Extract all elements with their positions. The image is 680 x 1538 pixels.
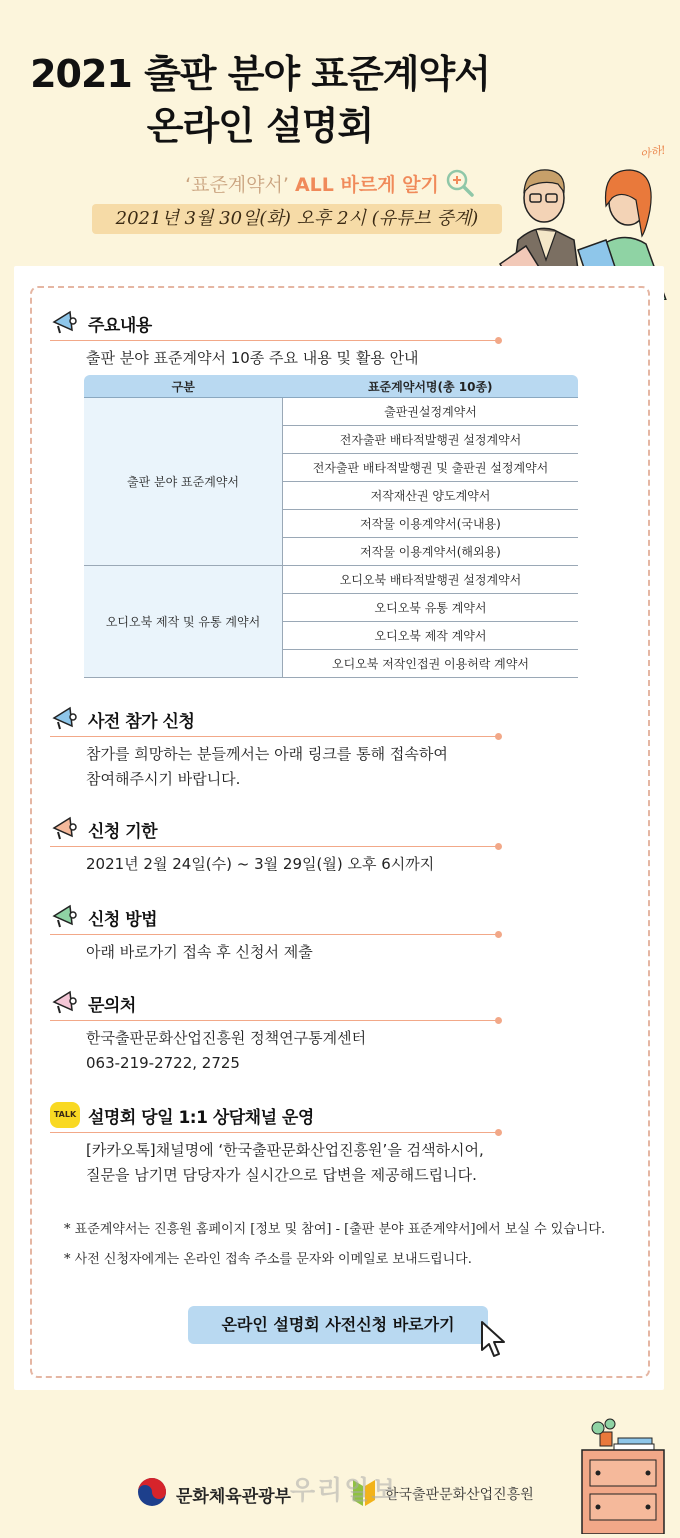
section-divider — [50, 1020, 500, 1021]
pointer-cursor-icon — [478, 1320, 510, 1364]
title-line-1: 2021 출판 분야 표준계약서 — [30, 52, 490, 96]
section-body-deadline: 2021년 2월 24일(수) ~ 3월 29일(월) 오후 6시까지 — [86, 855, 435, 873]
event-date: 2021년 3월 30일(화) 오후 2시 (유튜브 중계) — [92, 204, 502, 234]
table-cell: 저작물 이용계약서(해외용) — [283, 538, 579, 566]
megaphone-icon — [50, 902, 80, 932]
tagline-strong: ALL 바르게 알기 — [294, 174, 439, 196]
megaphone-icon — [50, 704, 80, 734]
table-cell: 전자출판 배타적발행권 설정계약서 — [283, 426, 579, 454]
section-divider — [50, 934, 500, 935]
table-category-cell: 출판 분야 표준계약서 — [84, 398, 283, 566]
section-divider — [50, 340, 500, 341]
kakao-talk-icon: TALK — [50, 1102, 80, 1128]
table-cell: 출판권설정계약서 — [283, 398, 579, 426]
section-body-kakao — [86, 1138, 500, 1188]
contact-phone: 063-219-2722, 2725 — [86, 1054, 240, 1072]
apply-line-2: 참여해주시기 바랍니다. — [86, 770, 241, 788]
table-header-contract: 표준계약서명(총 10종) — [283, 375, 579, 398]
drawer-illustration — [578, 1418, 668, 1534]
table-cell: 오디오북 제작 계약서 — [283, 622, 579, 650]
tagline — [140, 168, 520, 203]
table-cell: 오디오북 저작인접권 이용허락 계약서 — [283, 650, 579, 678]
section-title-contact: 문의처 — [88, 995, 136, 1016]
agency-name: 한국출판문화산업진흥원 — [384, 1487, 534, 1503]
title-line-2: 온라인 설명회 — [146, 104, 374, 148]
page-title — [0, 48, 520, 152]
section-body-main: 출판 분야 표준계약서 10종 주요 내용 및 활용 안내 — [86, 349, 419, 367]
table-header-category: 구분 — [84, 375, 283, 398]
section-contact — [50, 990, 500, 1076]
pre-registration-link-button[interactable]: 온라인 설명회 사전신청 바로가기 — [188, 1306, 488, 1344]
table-cell: 전자출판 배타적발행권 및 출판권 설정계약서 — [283, 454, 579, 482]
zoom-in-icon — [445, 168, 475, 203]
section-title-kakao: 설명회 당일 1:1 상담채널 운영 — [88, 1107, 314, 1128]
table-header-row — [84, 375, 578, 398]
note-1: * 표준계약서는 진흥원 홈페이지 [정보 및 참여] - [출판 분야 표준계약서]에서 보실 수 있습니다. — [64, 1222, 606, 1237]
apply-line-1: 참가를 희망하는 분들께서는 아래 링크를 통해 접속하여 — [86, 745, 448, 763]
contact-organization: 한국출판문화산업진흥원 정책연구통계센터 — [86, 1029, 367, 1047]
section-divider — [50, 736, 500, 737]
section-title-deadline: 신청 기한 — [88, 821, 158, 842]
section-title-apply: 사전 참가 신청 — [88, 711, 195, 732]
kakao-line-1: [카카오톡]채널명에 ‘한국출판문화산업진흥원’을 검색하시어, — [86, 1141, 484, 1159]
table-row — [84, 566, 578, 594]
section-divider — [50, 846, 500, 847]
tagline-quote: ‘표준계약서’ — [185, 174, 289, 196]
table-cell: 저작재산권 양도계약서 — [283, 482, 579, 510]
speech-bubble-text: 아하! — [639, 143, 667, 162]
megaphone-icon — [50, 308, 80, 338]
section-pre-registration — [50, 706, 500, 792]
section-title-method: 신청 방법 — [88, 909, 158, 930]
kakao-line-2: 질문을 남기면 담당자가 실시간으로 답변을 제공해드립니다. — [86, 1166, 477, 1184]
table-category-cell: 오디오북 제작 및 유통 계약서 — [84, 566, 283, 678]
note-2: * 사전 신청자에게는 온라인 접속 주소를 문자와 이메일로 보내드립니다. — [64, 1252, 472, 1267]
section-deadline — [50, 816, 500, 877]
table-cell: 오디오북 유통 계약서 — [283, 594, 579, 622]
ministry-name: 문화체육관광부 — [176, 1486, 291, 1507]
megaphone-icon — [50, 814, 80, 844]
section-title-main: 주요내용 — [88, 315, 152, 336]
megaphone-icon — [50, 988, 80, 1018]
section-main-content — [50, 310, 500, 371]
table-cell: 오디오북 배타적발행권 설정계약서 — [283, 566, 579, 594]
taegeuk-emblem-icon — [136, 1476, 168, 1512]
section-body-method: 아래 바로가기 접속 후 신청서 제출 — [86, 943, 313, 961]
contract-table — [84, 375, 578, 678]
table-cell: 저작물 이용계약서(국내용) — [283, 510, 579, 538]
section-body-apply — [86, 742, 500, 792]
section-method — [50, 904, 500, 965]
watermark: 우리일보 — [290, 1476, 399, 1506]
section-divider — [50, 1132, 500, 1133]
section-body-contact — [86, 1026, 500, 1076]
table-row — [84, 398, 578, 426]
section-kakao-channel — [50, 1102, 500, 1188]
